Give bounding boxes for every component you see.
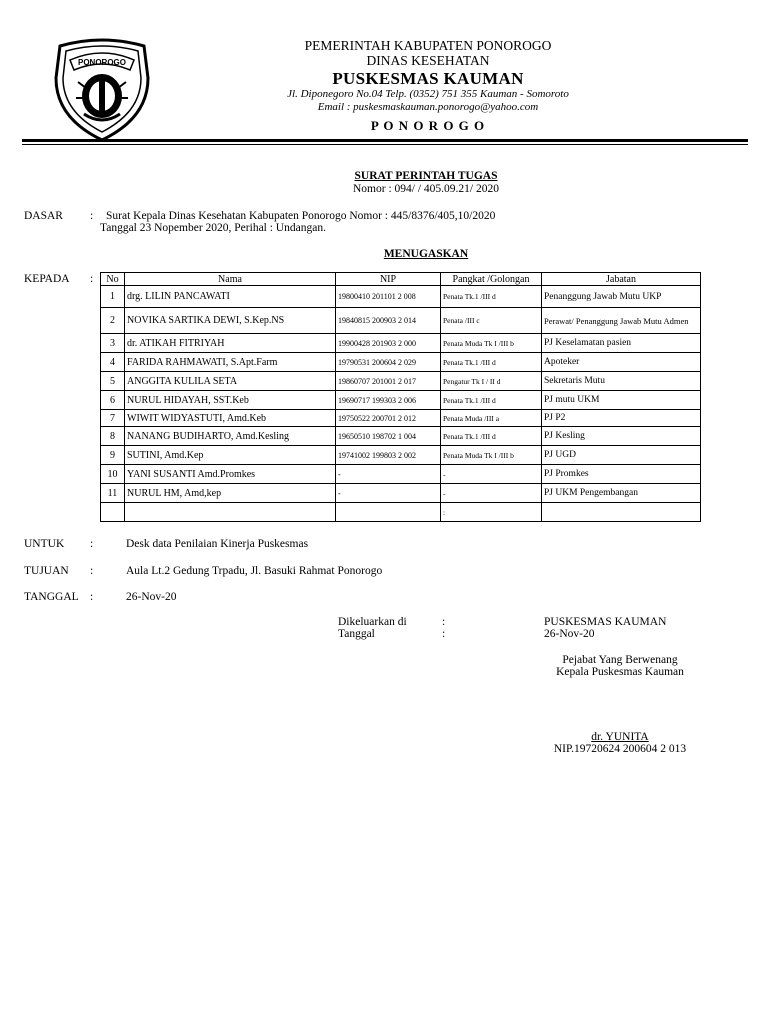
col-header-nip: NIP — [336, 273, 441, 286]
assignment-table — [100, 272, 701, 522]
cell-nip: 19690717 199303 2 006 — [336, 391, 441, 410]
cell-jabatan: PJ Promkes — [542, 465, 701, 484]
ponorogo-crest-icon — [50, 38, 154, 144]
table-row — [101, 372, 701, 391]
table-row — [101, 465, 701, 484]
cell-jabatan: PJ Kesling — [542, 427, 701, 446]
cell-pangkat: Penata Muda Tk I /III b — [441, 446, 542, 465]
cell-pangkat: Penata Muda /III a — [441, 410, 542, 427]
issued-at-value: PUSKESMAS KAUMAN — [544, 616, 667, 628]
cell-jabatan: Sekretaris Mutu — [542, 372, 701, 391]
issued-date-label: Tanggal — [338, 628, 375, 640]
cell-no: 3 — [101, 334, 125, 353]
signatory-position: Kepala Puskesmas Kauman — [556, 666, 684, 678]
cell-pangkat: Pengatur Tk I / II d — [441, 372, 542, 391]
cell-pangkat: - — [441, 465, 542, 484]
untuk-colon: : — [90, 538, 94, 550]
signatory-name: dr. YUNITA — [591, 731, 649, 743]
cell-jabatan: Perawat/ Penanggung Jawab Mutu Admen — [542, 308, 701, 334]
cell-pangkat: Penata Muda Tk I /III b — [441, 334, 542, 353]
cell-no: 7 — [101, 410, 125, 427]
cell-nama — [125, 503, 336, 522]
cell-jabatan: PJ Keselamatan pasien — [542, 334, 701, 353]
col-header-no: No — [101, 273, 125, 286]
untuk-label: UNTUK — [24, 538, 65, 550]
issued-at-label: Dikeluarkan di — [338, 616, 407, 628]
cell-nama: NOVIKA SARTIKA DEWI, S.Kep.NS — [125, 308, 336, 334]
cell-nama: YANI SUSANTI Amd.Promkes — [125, 465, 336, 484]
table-row — [101, 484, 701, 503]
tanggal-colon: : — [90, 591, 94, 603]
table-row — [101, 391, 701, 410]
dasar-colon: : — [90, 210, 94, 222]
cell-nama: NANANG BUDIHARTO, Amd.Kesling — [125, 427, 336, 446]
dasar-label: DASAR — [24, 210, 63, 222]
untuk-value: Desk data Penilaian Kinerja Puskesmas — [126, 538, 309, 550]
cell-pangkat: Penata Tk.1 /III d — [441, 353, 542, 372]
header-rule-thin — [22, 144, 748, 145]
cell-nip: 19790531 200604 2 029 — [336, 353, 441, 372]
table-row — [101, 503, 701, 522]
cell-jabatan: PJ P2 — [542, 410, 701, 427]
issued-date-value: 26-Nov-20 — [544, 628, 595, 640]
cell-no: 5 — [101, 372, 125, 391]
col-header-nama: Nama — [125, 273, 336, 286]
signatory-nip: NIP.19720624 200604 2 013 — [553, 743, 687, 755]
cell-no: 9 — [101, 446, 125, 465]
header-address: Jl. Diponegoro No.04 Telp. (0352) 751 355 Kauman - Somoroto — [287, 88, 569, 100]
dasar-line1: Surat Kepala Dinas Kesehatan Kabupaten Ponorogo Nomor : 445/8376/405,10/2020 — [106, 210, 496, 222]
signatory-title: Pejabat Yang Berwenang — [562, 654, 678, 666]
cell-nama: drg. LILIN PANCAWATI — [125, 286, 336, 308]
table-row — [101, 427, 701, 446]
cell-nip: 19741002 199803 2 002 — [336, 446, 441, 465]
col-header-jabatan: Jabatan — [542, 273, 701, 286]
cell-nip — [336, 503, 441, 522]
cell-pangkat: Penata Tk.1 /III d — [441, 427, 542, 446]
cell-no: 6 — [101, 391, 125, 410]
col-header-pangkat: Pangkat /Golongan — [441, 273, 542, 286]
cell-jabatan: PJ mutu UKM — [542, 391, 701, 410]
header-rule-thick — [22, 139, 748, 142]
cell-nip: 19800410 201101 2 008 — [336, 286, 441, 308]
cell-nama: ANGGITA KULILA SETA — [125, 372, 336, 391]
cell-no: 4 — [101, 353, 125, 372]
cell-no — [101, 503, 125, 522]
table-row — [101, 446, 701, 465]
cell-no: 8 — [101, 427, 125, 446]
document-number: Nomor : 094/ / 405.09.21/ 2020 — [353, 183, 499, 195]
table-row — [101, 286, 701, 308]
header-email: Email : puskesmaskauman.ponorogo@yahoo.com — [317, 101, 539, 113]
cell-nama: NURUL HM, Amd,kep — [125, 484, 336, 503]
header-government: PEMERINTAH KABUPATEN PONOROGO — [304, 38, 552, 53]
cell-nama: NURUL HIDAYAH, SST.Keb — [125, 391, 336, 410]
cell-nama: SUTINI, Amd.Kep — [125, 446, 336, 465]
cell-nip: 19650510 198702 1 004 — [336, 427, 441, 446]
table-row — [101, 353, 701, 372]
cell-nama: WIWIT WIDYASTUTI, Amd.Keb — [125, 410, 336, 427]
header-institution: PUSKESMAS KAUMAN — [332, 69, 524, 88]
header-city: P O N O R O G O — [370, 118, 486, 133]
table-row — [101, 308, 701, 334]
cell-nama: FARIDA RAHMAWATI, S.Apt.Farm — [125, 353, 336, 372]
cell-jabatan: PJ UGD — [542, 446, 701, 465]
tanggal-label: TANGGAL — [24, 591, 79, 603]
tujuan-label: TUJUAN — [24, 565, 69, 577]
cell-no: 1 — [101, 286, 125, 308]
cell-pangkat: Penata /III c — [441, 308, 542, 334]
table-header-row — [101, 273, 701, 286]
cell-pangkat: : — [441, 503, 542, 522]
cell-jabatan: PJ UKM Pengembangan — [542, 484, 701, 503]
cell-no: 11 — [101, 484, 125, 503]
document-title: SURAT PERINTAH TUGAS — [354, 170, 498, 182]
cell-nip: 19840815 200903 2 014 — [336, 308, 441, 334]
cell-jabatan: Apoteker — [542, 353, 701, 372]
cell-nip: 19860707 201001 2 017 — [336, 372, 441, 391]
issued-at-colon: : — [442, 616, 446, 628]
cell-nip: 19900428 201903 2 000 — [336, 334, 441, 353]
cell-jabatan — [542, 503, 701, 522]
crest-text: PONOROGO — [77, 58, 127, 67]
table-row — [101, 334, 701, 353]
tanggal-value: 26-Nov-20 — [126, 591, 177, 603]
cell-nama: dr. ATIKAH FITRIYAH — [125, 334, 336, 353]
cell-pangkat: Penata Tk.1 /III d — [441, 286, 542, 308]
cell-no: 10 — [101, 465, 125, 484]
cell-nip: 19750522 200701 2 012 — [336, 410, 441, 427]
cell-pangkat: Penata Tk.1 /III d — [441, 391, 542, 410]
cell-jabatan: Penanggung Jawab Mutu UKP — [542, 286, 701, 308]
cell-pangkat: - — [441, 484, 542, 503]
cell-nip: - — [336, 465, 441, 484]
menugaskan-heading: MENUGASKAN — [383, 248, 469, 260]
tujuan-colon: : — [90, 565, 94, 577]
kepada-colon: : — [90, 273, 94, 285]
cell-no: 2 — [101, 308, 125, 334]
tujuan-value: Aula Lt.2 Gedung Trpadu, Jl. Basuki Rahmat Ponorogo — [126, 565, 383, 577]
kepada-label: KEPADA — [24, 273, 70, 285]
issued-date-colon: : — [442, 628, 446, 640]
header-department: DINAS KESEHATAN — [366, 53, 490, 68]
table-row — [101, 410, 701, 427]
cell-nip: - — [336, 484, 441, 503]
dasar-line2: Tanggal 23 Nopember 2020, Perihal : Undangan. — [100, 222, 326, 234]
